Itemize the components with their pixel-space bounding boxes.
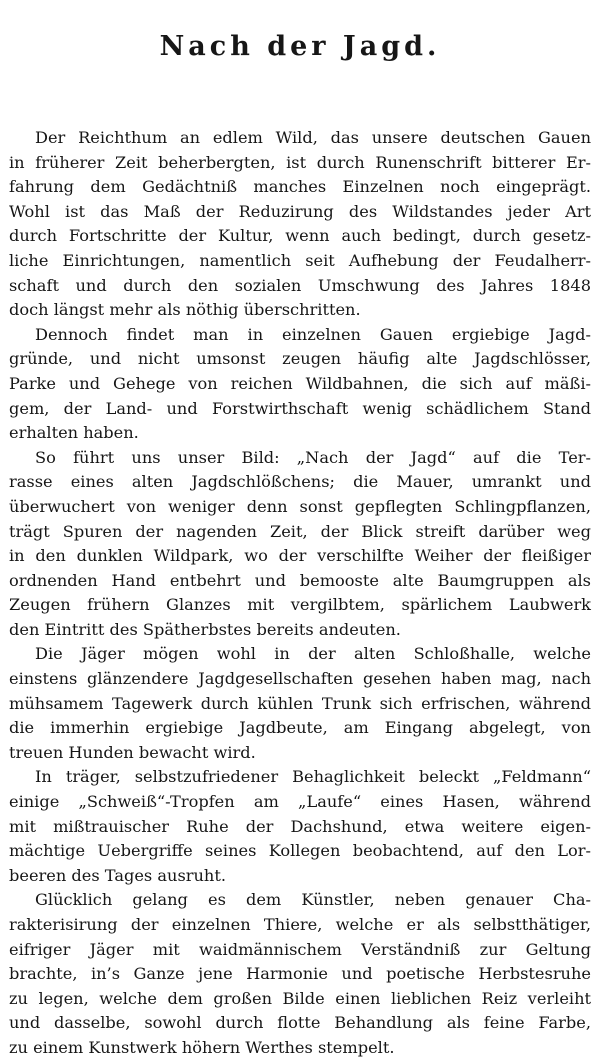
text-line: mächtige Uebergriffe seines Kollegen beobachtend, auf den Lor- xyxy=(9,841,591,861)
text-line: Dennoch findet man in einzelnen Gauen ergiebige Jagd- xyxy=(35,324,591,344)
text-line: mühsamem Tagewerk durch kühlen Trunk sich erfrischen, während xyxy=(9,693,591,713)
article-body xyxy=(9,126,591,1061)
article-title: Nach der Jagd. xyxy=(159,31,441,62)
text-line: den Eintritt des Spätherbstes bereits andeuten. xyxy=(9,619,401,639)
text-line: rakterisirung der einzelnen Thiere, welche er als selbstthätiger, xyxy=(9,915,591,934)
text-line: treuen Hunden bewacht wird. xyxy=(9,742,256,762)
text-line: Die Jäger mögen wohl in der alten Schloßhalle, welche xyxy=(35,644,591,664)
text-line: zu legen, welche dem großen Bilde einen lieblichen Reiz verleiht xyxy=(9,988,591,1008)
paragraph xyxy=(9,642,591,765)
text-line: In träger, selbstzufriedener Behaglichkeit beleckt „Feldmann“ xyxy=(35,767,591,787)
text-line: eifriger Jäger mit waidmännischem Verständniß zur Geltung xyxy=(9,939,591,959)
text-line: So führt uns unser Bild: „Nach der Jagd“ auf die Ter- xyxy=(35,447,591,467)
text-line: trägt Spuren der nagenden Zeit, der Blick streift darüber weg xyxy=(9,521,591,541)
text-line: Zeugen frühern Glanzes mit vergilbtem, spärlichem Laubwerk xyxy=(9,595,591,615)
text-line: einstens glänzendere Jagdgesellschaften gesehen haben mag, nach xyxy=(9,669,591,689)
text-line: beeren des Tages ausruht. xyxy=(9,865,227,885)
text-line: in früherer Zeit beherbergten, ist durch Runenschrift bitterer Er- xyxy=(9,152,591,172)
text-line: mit mißtrauischer Ruhe der Dachshund, etwa weitere eigen- xyxy=(9,816,591,836)
text-line: die immerhin ergiebige Jagdbeute, am Eingang abgelegt, von xyxy=(9,718,591,738)
text-line: Wohl ist das Maß der Reduzirung des Wildstandes jeder Art xyxy=(9,201,591,221)
text-line: schaft und durch den sozialen Umschwung des Jahres 1848 xyxy=(9,275,591,295)
text-line: überwuchert von weniger denn sonst gepflegten Schlingpflanzen, xyxy=(9,496,591,516)
paragraph xyxy=(9,126,591,323)
text-line: gem, der Land- und Forstwirthschaft wenig schädlichem Stand xyxy=(9,398,591,418)
text-line: doch längst mehr als nöthig überschritten. xyxy=(9,300,361,320)
text-line: einige „Schweiß“-Tropfen am „Laufe“ eines Hasen, während xyxy=(9,792,591,812)
paragraph xyxy=(9,888,591,1060)
text-line: durch Fortschritte der Kultur, wenn auch bedingt, durch gesetz- xyxy=(9,226,591,246)
text-line: und dasselbe, sowohl durch flotte Behandlung als feine Farbe, xyxy=(9,1013,591,1033)
text-line: in den dunklen Wildpark, wo der verschilfte Weiher der fleißiger xyxy=(9,546,591,566)
text-line: brachte, in’s Ganze jene Harmonie und poetische Herbstesruhe xyxy=(9,964,591,984)
text-line: liche Einrichtungen, namentlich seit Aufhebung der Feudalherr- xyxy=(9,250,591,270)
text-line: Glücklich gelang es dem Künstler, neben genauer Cha- xyxy=(35,890,591,910)
text-line: gründe, und nicht umsonst zeugen häufig alte Jagdschlösser, xyxy=(9,349,591,369)
text-line: Der Reichthum an edlem Wild, das unsere deutschen Gauen xyxy=(35,128,591,147)
paragraph xyxy=(9,765,591,888)
text-line: erhalten haben. xyxy=(9,423,139,443)
paragraph xyxy=(9,446,591,643)
paragraph xyxy=(9,323,591,446)
text-line: fahrung dem Gedächtniß manches Einzelnen noch eingeprägt. xyxy=(9,177,591,197)
text-line: zu einem Kunstwerk höhern Werthes stempelt. xyxy=(9,1037,395,1057)
text-line: Parke und Gehege von reichen Wildbahnen, die sich auf mäßi- xyxy=(9,373,591,393)
text-line: ordnenden Hand entbehrt und bemooste alte Baumgruppen als xyxy=(9,570,591,590)
text-line: rasse eines alten Jagdschlößchens; die Mauer, umrankt und xyxy=(9,472,591,492)
